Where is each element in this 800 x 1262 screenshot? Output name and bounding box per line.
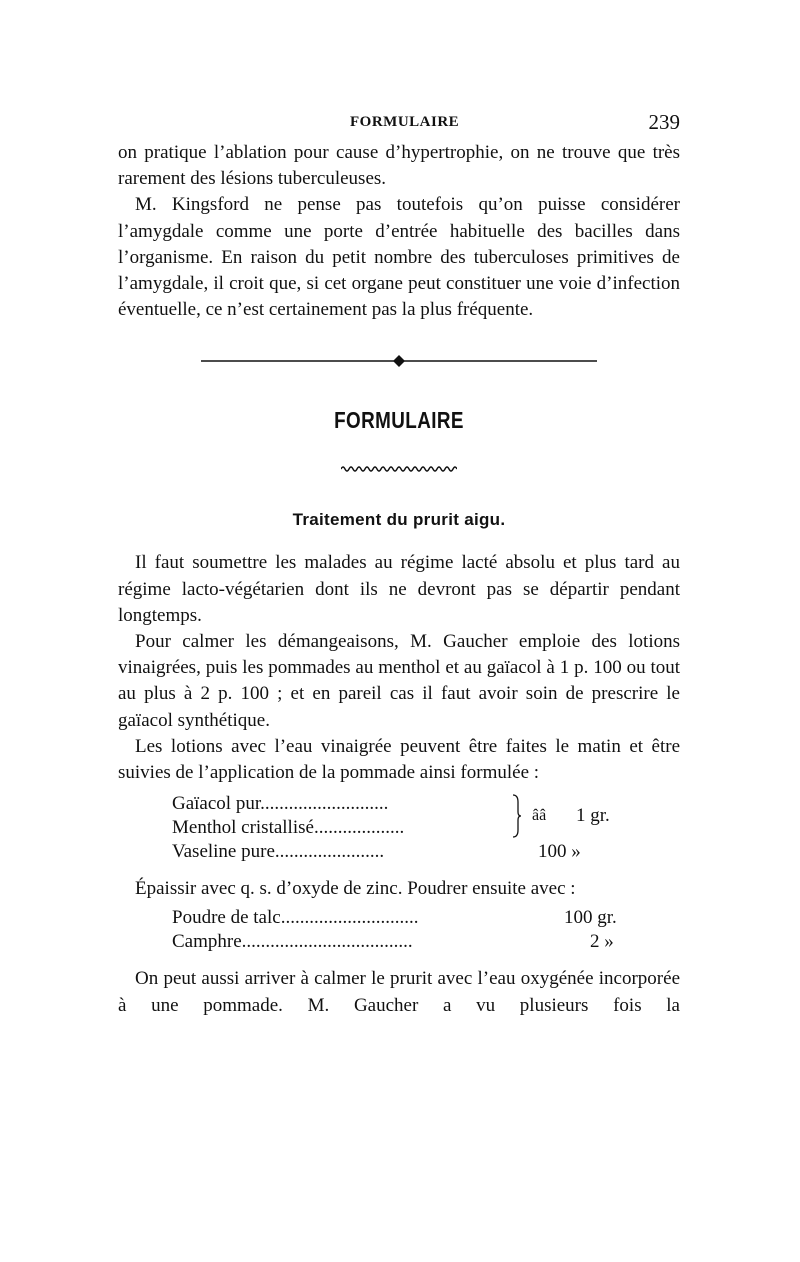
recipe-row <box>172 930 680 954</box>
intro-paragraph-2: M. Kingsford ne pense pas toutefois qu’on puisse considérer l’amygdale comme une porte d’entrée habituelle des bacilles dans l’organisme. En raison du petit nombre des tuberculoses primitives de l’amygdale, il croit que, si cet organe peut constituer une voie d’infection éventuelle, ce n’est certainement pas la plus fréquente. <box>118 194 680 321</box>
leader-dots: .................................... <box>241 931 413 953</box>
running-title: FORMULAIRE <box>350 114 460 130</box>
ingredient-name: Poudre de talc <box>172 907 281 929</box>
ingredient-name: Camphre <box>172 931 242 953</box>
squiggle-ornament <box>341 464 457 474</box>
brace <box>512 794 522 845</box>
shared-prefix: ââ <box>532 807 547 825</box>
recipe-list-2 <box>172 906 680 954</box>
recipe-row <box>172 840 680 864</box>
shared-quantity: 1 gr. <box>576 805 610 827</box>
leader-dots: ....................... <box>274 841 385 863</box>
body-paragraph-2: Pour calmer les démangeaisons, M. Gaucher emploie des lotions vinaigrées, puis les pommades au menthol et au gaïacol à 1 p. 100 ou tout au plus à 2 p. 100 ; et en pareil cas il faut avoir soin de prescrire le gaïacol synthétique. <box>118 631 680 731</box>
section-title: FORMULAIRE <box>334 407 464 434</box>
page <box>118 108 680 1019</box>
ingredient-name: Gaïacol pur <box>172 793 261 815</box>
leader-dots: ........................... <box>260 793 389 815</box>
recipe-subtitle: Traitement du prurit aigu. <box>292 510 506 530</box>
leader-dots: ............................. <box>280 907 419 929</box>
ingredient-quantity: 100 gr. <box>564 907 617 929</box>
body-paragraph-1: Il faut soumettre les malades au régime lacté absolu et plus tard au régime lacto-végétarien dont ils ne devront pas se départir pendant longtemps. <box>118 552 680 626</box>
ingredient-name: Menthol cristallisé <box>172 817 314 839</box>
body-paragraph-3: Les lotions avec l’eau vinaigrée peuvent être faites le matin et être suivies de l’application de la pommade ainsi formulée : <box>118 735 680 784</box>
section-divider <box>201 353 597 369</box>
leader-dots: ................... <box>313 817 405 839</box>
between-text: Épaissir avec q. s. d’oxyde de zinc. Poudrer ensuite avec : <box>135 878 576 900</box>
recipe-list-1 <box>172 792 680 864</box>
page-number: 239 <box>648 110 680 134</box>
ingredient-quantity: 2 » <box>590 931 614 953</box>
ingredient-name: Vaseline pure <box>172 841 275 863</box>
running-head <box>118 108 680 140</box>
ingredient-quantity: 100 » <box>538 841 581 863</box>
recipe-row <box>172 906 680 930</box>
closing-paragraph: On peut aussi arriver à calmer le prurit avec l’eau oxygénée incorporée à une pommade. M. Gaucher a vu plusieurs fois la <box>118 968 680 1016</box>
intro-paragraph-1: on pratique l’ablation pour cause d’hypertrophie, on ne trouve que très rarement des lésions tuberculeuses. <box>118 142 680 190</box>
